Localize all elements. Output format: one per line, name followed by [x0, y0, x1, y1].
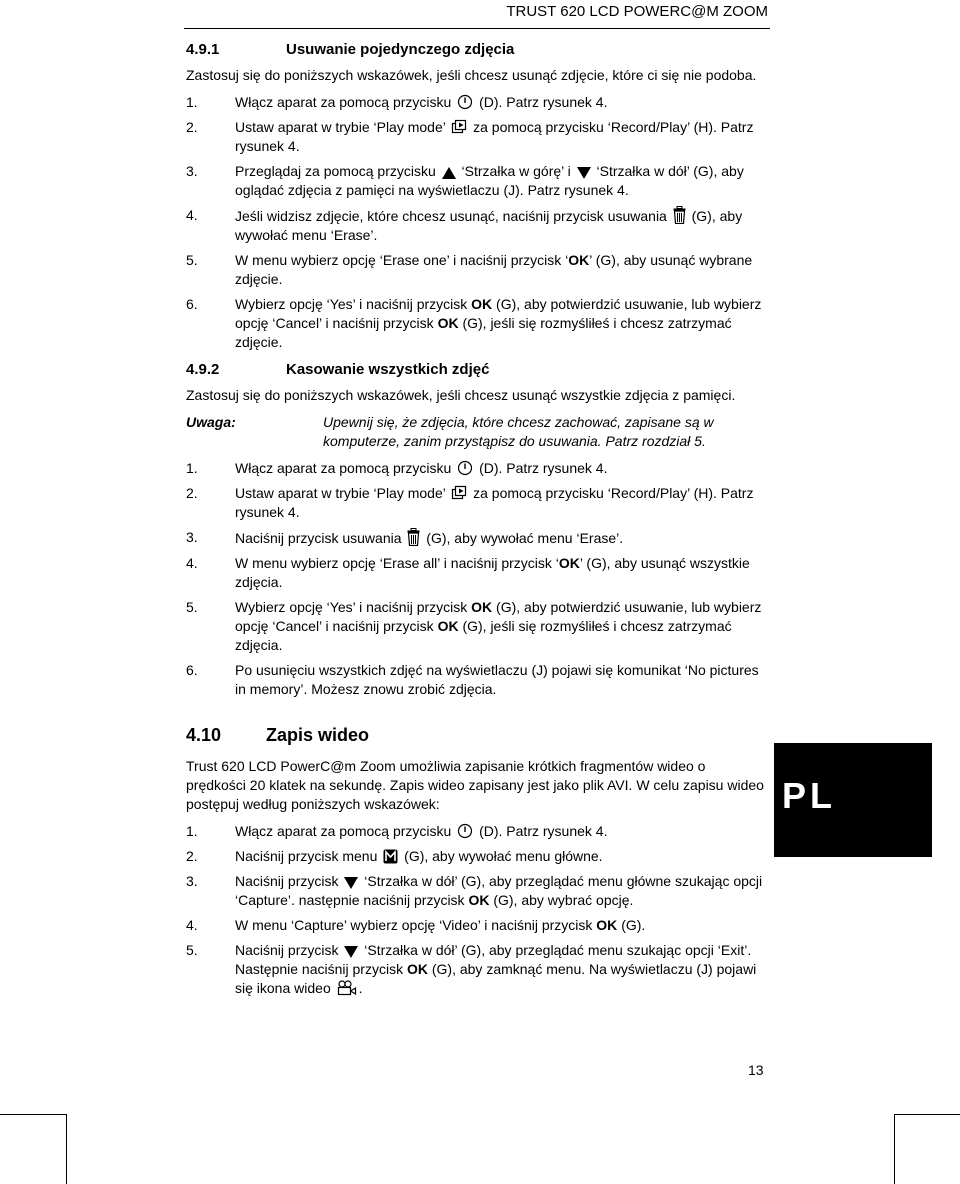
list-item: 1. Włącz aparat za pomocą przycisku (D). Patrz rysunek 4.: [186, 823, 608, 839]
section-number: 4.9.2: [186, 361, 220, 378]
menu-button-icon: [383, 849, 398, 864]
arrow-down-icon: [577, 167, 591, 179]
play-mode-icon: [451, 119, 467, 135]
play-mode-icon: [451, 485, 467, 501]
section-number: 4.9.1: [186, 41, 220, 58]
list-item: 6. Wybierz opcję ‘Yes’ i naciśnij przycisk OK (G), aby potwierdzić usuwanie, lub wybierz opcję ‘Cancel’ i naciśnij przycisk OK (G), jeśli się rozmyśliłeś i chcesz zatrzymać zdjęcie.: [186, 296, 762, 350]
page-number: 13: [748, 1062, 764, 1078]
note-label: Uwaga:: [186, 414, 236, 430]
section-intro: Trust 620 LCD PowerC@m Zoom umożliwia zapisanie krótkich fragmentów wideo o prędkości 20 klatek na sekundę. Zapis wideo zapisany jest jako plik AVI. W celu zapisu wideo postępuj według poniższych wskazówek:: [186, 758, 764, 812]
arrow-up-icon: [442, 167, 456, 179]
trash-icon: [407, 528, 420, 546]
crop-mark: [894, 1114, 895, 1184]
power-icon: [457, 460, 473, 476]
list-item: 1. Włącz aparat za pomocą przycisku (D). Patrz rysunek 4.: [186, 460, 608, 476]
list-item: 4. W menu wybierz opcję ‘Erase all’ i naciśnij przycisk ‘OK’ (G), aby usunąć wszystkie zdjęcia.: [186, 555, 750, 590]
list-item: 4. W menu ‘Capture’ wybierz opcję ‘Video’ i naciśnij przycisk OK (G).: [186, 917, 646, 933]
section-intro: Zastosuj się do poniższych wskazówek, jeśli chcesz usunąć wszystkie zdjęcia z pamięci.: [186, 387, 736, 403]
section-title: Zapis wideo: [266, 725, 370, 745]
language-tab: [774, 743, 932, 857]
language-tab-label: PL: [782, 775, 837, 816]
list-item: 2. Ustaw aparat w trybie ‘Play mode’ za pomocą przycisku ‘Record/Play’ (H). Patrz rysunek 4.: [186, 485, 754, 520]
section-heading-4-9-2: [186, 360, 766, 380]
list-item: 4. Jeśli widzisz zdjęcie, które chcesz usunąć, naciśnij przycisk usuwania (G), aby wywołać menu ‘Erase’.: [186, 207, 743, 243]
crop-mark: [894, 1114, 960, 1115]
list-item: 3. Naciśnij przycisk ‘Strzałka w dół’ (G), aby przeglądać menu główne szukając opcji ‘Capture’. następnie naciśnij przycisk OK (G), aby wybrać opcję.: [186, 873, 763, 908]
list-item: 6. Po usunięciu wszystkich zdjęć na wyświetlaczu (J) pojawi się komunikat ‘No pictures in memory’. Możesz znowu zrobić zdjęcia.: [186, 662, 759, 697]
section-heading-4-10: [186, 723, 766, 747]
page-header: [184, 0, 770, 29]
list-item: 3. Naciśnij przycisk usuwania (G), aby wywołać menu ‘Erase’.: [186, 529, 624, 546]
note: [186, 413, 766, 451]
video-camera-icon: [337, 980, 357, 996]
list-item: 2. Naciśnij przycisk menu (G), aby wywołać menu główne.: [186, 848, 603, 864]
list-item: 2. Ustaw aparat w trybie ‘Play mode’ za pomocą przycisku ‘Record/Play’ (H). Patrz rysunek 4.: [186, 119, 754, 154]
list-item: 5. Naciśnij przycisk ‘Strzałka w dół’ (G), aby przeglądać menu szukając opcji ‘Exit’. Następnie naciśnij przycisk OK (G), aby zamknąć menu. Na wyświetlaczu (J) pojawi się ikona wideo .: [186, 942, 757, 996]
header-title: TRUST 620 LCD POWERC@M ZOOM: [506, 3, 768, 20]
list-item: 3. Przeglądaj za pomocą przycisku ‘Strzałka w górę’ i ‘Strzałka w dół’ (G), aby oglądać zdjęcia z pamięci na wyświetlaczu (J). Patrz rysunek 4.: [186, 163, 744, 198]
arrow-down-icon: [344, 877, 358, 889]
section-title: Usuwanie pojedynczego zdjęcia: [286, 41, 515, 58]
list-item: 1. Włącz aparat za pomocą przycisku (D). Patrz rysunek 4.: [186, 94, 608, 110]
section-heading-4-9-1: [186, 40, 766, 60]
list-item: 5. W menu wybierz opcję ‘Erase one’ i naciśnij przycisk ‘OK’ (G), aby usunąć wybrane zdjęcie.: [186, 252, 753, 287]
section-intro: Zastosuj się do poniższych wskazówek, jeśli chcesz usunąć zdjęcie, które ci się nie podoba.: [186, 67, 757, 83]
list-item: 5. Wybierz opcję ‘Yes’ i naciśnij przycisk OK (G), aby potwierdzić usuwanie, lub wybierz opcję ‘Cancel’ i naciśnij przycisk OK (G), jeśli się rozmyśliłeś i chcesz zatrzymać zdjęcia.: [186, 599, 762, 653]
power-icon: [457, 823, 473, 839]
section-title: Kasowanie wszystkich zdjęć: [286, 361, 490, 378]
arrow-down-icon: [344, 946, 358, 958]
note-text: Upewnij się, że zdjęcia, które chcesz zachować, zapisane są w komputerze, zanim przystąpisz do usuwania. Patrz rozdział 5.: [323, 414, 714, 449]
trash-icon: [673, 206, 686, 224]
page-content: [186, 40, 766, 1004]
crop-mark: [66, 1114, 67, 1184]
crop-mark: [0, 1114, 66, 1115]
section-number: 4.10: [186, 725, 222, 745]
power-icon: [457, 94, 473, 110]
